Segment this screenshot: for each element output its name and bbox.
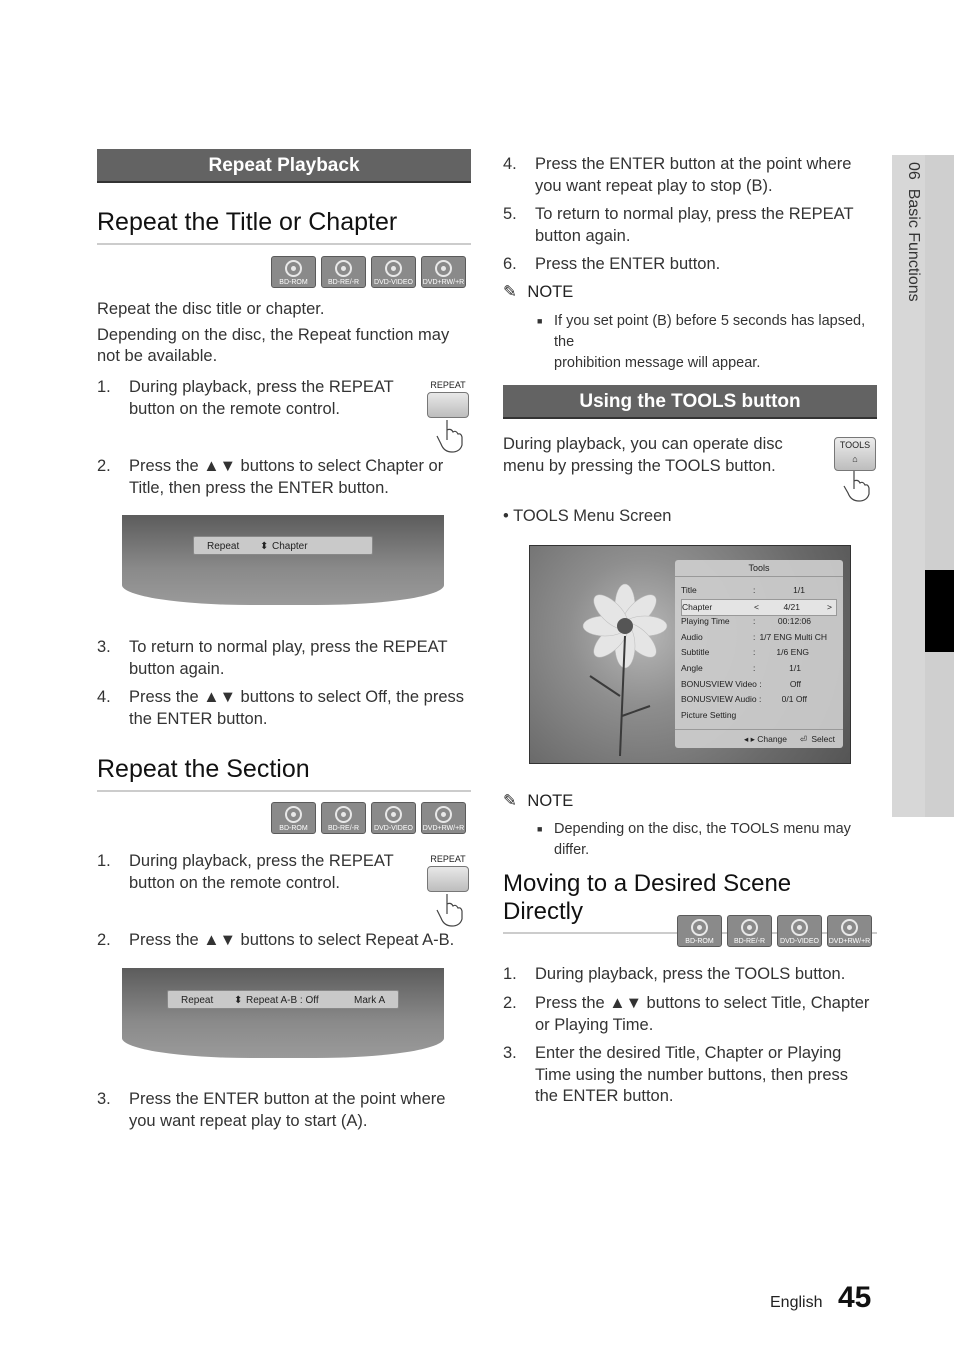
enter-icon: ⏎: [799, 734, 807, 744]
disc-icons-2: [271, 802, 466, 834]
tools-row-subtitle[interactable]: Subtitle : 1/6 ENG: [681, 647, 809, 657]
note-heading-1: ✎ NOTE: [503, 283, 574, 301]
tools-row-picture-setting[interactable]: Picture Setting: [681, 710, 737, 720]
dvd-video-icon: DVD-VIDEO: [777, 915, 822, 947]
dvd-video-icon: DVD-VIDEO: [371, 802, 416, 834]
repeat-remote-icon: REPEAT: [425, 854, 471, 933]
bd-re-icon: BD-RE/-R: [321, 802, 366, 834]
flower-image: [550, 576, 680, 756]
tools-intro: During playback, you can operate disc menu by pressing the TOOLS button.: [503, 435, 783, 475]
bd-rom-icon: BD-ROM: [271, 802, 316, 834]
step-1a: 1. During playback, press the REPEAT button on the remote control.: [97, 378, 394, 418]
scene-step-2: 2. Press the ▲▼ buttons to select Title, Chapter or Playing Time.: [503, 994, 870, 1034]
bd-rom-icon: BD-ROM: [271, 256, 316, 288]
scene-step-3: 3. Enter the desired Title, Chapter or Playing Time using the number buttons, then press the ENTER button.: [503, 1044, 849, 1105]
dvd-rw-icon: DVD+RW/+R: [421, 256, 466, 288]
footer-lang: English: [770, 1294, 823, 1311]
chapter-label: 06 Basic Functions: [905, 162, 922, 302]
section-band-tools: Using the TOOLS button: [503, 385, 877, 419]
side-tab-black: [925, 570, 954, 652]
osd-repeat-bar: Repeat ⬍ Chapter: [193, 536, 373, 555]
step-6c: 6. Press the ENTER button.: [503, 255, 721, 273]
heading-repeat-title: Repeat the Title or Chapter: [97, 208, 471, 245]
osd-repeat-ab-bar: Repeat ⬍ Repeat A-B : Off Mark A: [167, 990, 399, 1009]
disc-icons-3: [677, 915, 872, 947]
disc-icons-1: [271, 256, 466, 288]
bd-rom-icon: BD-ROM: [677, 915, 722, 947]
step-2a: 2. Press the ▲▼ buttons to select Chapter or Title, then press the ENTER button.: [97, 457, 444, 497]
side-tab-marker: [925, 155, 954, 817]
pencil-icon: ✎: [503, 792, 517, 810]
note-body-1: ■ If you set point (B) before 5 seconds has lapsed, the prohibition message will appear.: [537, 313, 866, 371]
step-3a: 3. To return to normal play, press the REPEAT button again.: [97, 638, 448, 678]
dvd-rw-icon: DVD+RW/+R: [827, 915, 872, 947]
heading-moving-scene: Moving to a Desired Scene Directly: [503, 870, 877, 934]
note-heading-2: ✎ NOTE: [503, 792, 574, 810]
tools-menu-label: • TOOLS Menu Screen: [503, 507, 672, 525]
step-4c: 4. Press the ENTER button at the point where you want repeat play to stop (B).: [503, 155, 852, 195]
tools-row-playing-time[interactable]: Playing Time : 00:12:06: [681, 616, 811, 626]
tools-remote-icon: TOOLS ⌂: [832, 437, 878, 508]
step-1b: 1. During playback, press the REPEAT button on the remote control.: [97, 852, 394, 892]
tools-row-bonusview-video[interactable]: BONUSVIEW Video : Off: [681, 679, 801, 689]
tools-row-bonusview-audio[interactable]: BONUSVIEW Audio : 0/1 Off: [681, 694, 807, 704]
tools-row-chapter[interactable]: Chapter < 4/21 >: [681, 599, 837, 616]
step-2b: 2. Press the ▲▼ buttons to select Repeat A-B.: [97, 931, 455, 949]
dvd-rw-icon: DVD+RW/+R: [421, 802, 466, 834]
pencil-icon: ✎: [503, 283, 517, 301]
note-body-2: ■ Depending on the disc, the TOOLS menu may differ.: [537, 821, 851, 858]
tools-screen: [529, 545, 851, 764]
section-band-repeat-playback: Repeat Playback: [97, 149, 471, 183]
osd-repeat-ab: [122, 968, 444, 1058]
bd-re-icon: BD-RE/-R: [727, 915, 772, 947]
bd-re-icon: BD-RE/-R: [321, 256, 366, 288]
dvd-video-icon: DVD-VIDEO: [371, 256, 416, 288]
page-number: 45: [838, 1281, 872, 1314]
tools-row-title[interactable]: Title : 1/1: [681, 585, 805, 595]
repeat-remote-icon: REPEAT: [425, 380, 471, 459]
step-3b: 3. Press the ENTER button at the point where you want repeat play to start (A).: [97, 1090, 446, 1130]
tools-menu-panel: Tools Title : 1/1 Chapter < 4/21 > Playing Time : 00:12:06 Audio : 1/7 ENG Multi CH Subtitle : 1/6 ENG Angle : 1/1 BONUSVIEW Video : Off BONUSVIEW Audio : 0/1 Off Picture Setting ◂ ▸ Change ⏎ Select: [675, 560, 843, 748]
tools-row-angle[interactable]: Angle : 1/1: [681, 663, 801, 673]
tools-row-audio[interactable]: Audio : 1/7 ENG Multi CH: [681, 632, 827, 642]
step-5c: 5. To return to normal play, press the REPEAT button again.: [503, 205, 854, 245]
step-4a: 4. Press the ▲▼ buttons to select Off, the press the ENTER button.: [97, 688, 465, 728]
heading-repeat-section: Repeat the Section: [97, 755, 471, 792]
scene-step-1: 1. During playback, press the TOOLS button.: [503, 965, 846, 983]
intro-text: Repeat the disc title or chapter. Depending on the disc, the Repeat function may not be available.: [97, 300, 450, 365]
osd-repeat-chapter: [122, 515, 444, 605]
